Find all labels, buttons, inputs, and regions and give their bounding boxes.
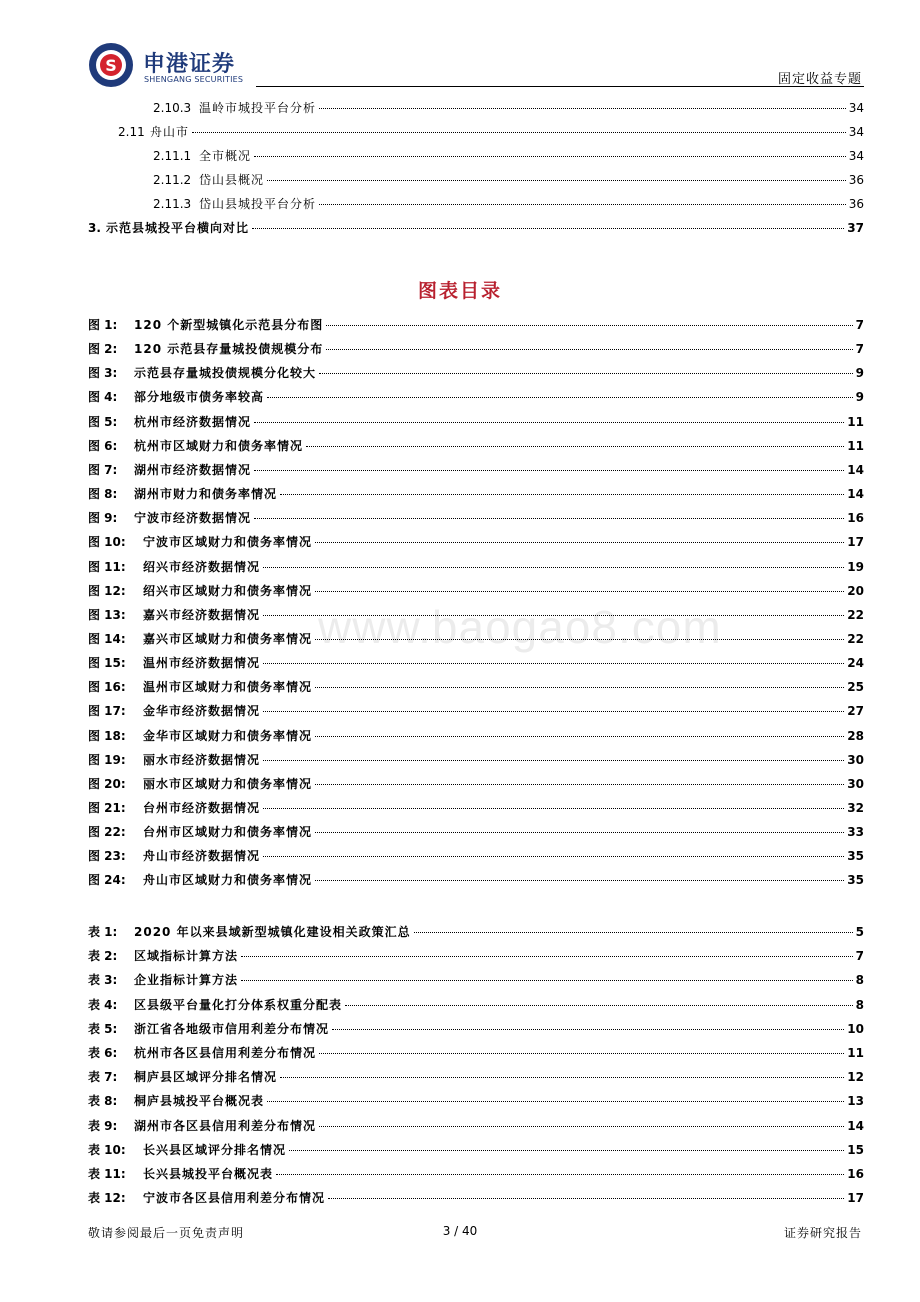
figure-entry-title: 金华市区域财力和债务率情况 (143, 728, 313, 743)
figure-entry-page-number: 33 (847, 825, 864, 840)
figure-entry-label: 图 20: (88, 776, 126, 791)
figure-entry[interactable] (88, 654, 864, 672)
dot-leader (241, 956, 853, 957)
table-entry-page-number: 8 (855, 997, 864, 1012)
dot-leader (254, 422, 844, 423)
figure-entry-label: 图 9: (88, 511, 118, 526)
figure-entry-label: 图 3: (88, 366, 118, 381)
figure-entry-page-number: 25 (847, 680, 864, 695)
dot-leader (315, 736, 844, 737)
figure-entry-label: 图 21: (88, 801, 126, 815)
figure-entry-label: 图 6: (88, 438, 118, 453)
figure-entry[interactable] (88, 871, 864, 889)
figure-entry[interactable] (88, 847, 864, 865)
figure-entry[interactable] (88, 509, 864, 527)
table-entry-label: 表 6: (88, 1046, 118, 1060)
figure-entry-label: 图 14: (88, 631, 126, 646)
dot-leader (315, 687, 844, 688)
figure-entry-label: 图 19: (88, 752, 126, 767)
figure-entry-title: 台州市经济数据情况 (143, 801, 261, 815)
toc-entry-page-number: 36 (848, 197, 864, 211)
dot-leader (192, 132, 846, 133)
figure-entry-label: 图 17: (88, 704, 126, 719)
figure-entry[interactable] (88, 533, 864, 551)
dot-leader (315, 832, 844, 833)
table-entry-page-number: 8 (855, 973, 864, 988)
figure-entry-title: 绍兴市经济数据情况 (143, 559, 261, 574)
figure-entry-page-number: 7 (855, 318, 864, 332)
dot-leader (315, 591, 844, 592)
report-category: 固定收益专题 (777, 72, 862, 87)
table-entry-label: 表 1: (88, 925, 118, 939)
table-entry-title: 长兴县城投平台概况表 (143, 1167, 274, 1181)
table-entry[interactable] (88, 1068, 864, 1086)
figure-entry[interactable] (88, 485, 864, 503)
toc-entry-page-number: 34 (848, 125, 864, 139)
figure-entry-label: 图 2: (88, 342, 118, 357)
figure-entry-title: 部分地级市债务率较高 (134, 390, 265, 405)
figure-entry-label: 图 18: (88, 728, 126, 743)
figure-entry-page-number: 7 (855, 342, 864, 357)
table-entry-page-number: 13 (847, 1094, 864, 1109)
dot-leader (326, 325, 852, 326)
footer-disclaimer: 敬请参阅最后一页免责声明 (88, 1226, 245, 1240)
table-entry-page-number: 17 (847, 1191, 864, 1206)
toc-entry[interactable] (153, 147, 864, 165)
figure-entry[interactable] (88, 388, 864, 406)
table-entry-title: 浙江省各地级市信用利差分布情况 (134, 1021, 330, 1036)
figure-entry-label: 图 22: (88, 825, 126, 840)
dot-leader (319, 1053, 844, 1054)
dot-leader (315, 880, 844, 881)
table-entry-label: 表 5: (88, 1021, 118, 1036)
figure-entry-label: 图 4: (88, 390, 118, 405)
figure-entry-title: 湖州市经济数据情况 (134, 462, 252, 477)
figure-entry-title: 舟山市区域财力和债务率情况 (143, 873, 313, 888)
figure-entry[interactable] (88, 751, 864, 769)
figure-entry-label: 图 24: (88, 873, 126, 888)
figure-entry-page-number: 11 (847, 438, 864, 453)
figure-entry-page-number: 28 (847, 728, 864, 743)
figure-entry-page-number: 27 (847, 704, 864, 719)
dot-leader (263, 567, 844, 568)
dot-leader (267, 397, 853, 398)
dot-leader (328, 1198, 844, 1199)
figure-entry-page-number: 22 (847, 607, 864, 622)
dot-leader (263, 663, 844, 664)
dot-leader (252, 228, 844, 229)
dot-leader (254, 470, 844, 471)
toc-entry[interactable] (88, 219, 864, 237)
logo-english-name: SHENGANG SECURITIES (144, 75, 244, 84)
table-entry-label: 表 12: (88, 1191, 126, 1206)
table-entry[interactable] (88, 1092, 864, 1110)
table-entry-page-number: 16 (847, 1167, 864, 1181)
page-number: 3 / 40 (442, 1224, 478, 1238)
figure-entry-page-number: 30 (847, 776, 864, 791)
figure-entry-page-number: 11 (847, 414, 864, 429)
table-entry-page-number: 7 (855, 949, 864, 964)
table-entry[interactable] (88, 971, 864, 989)
toc-entry-title: 岱山县概况 (199, 173, 265, 187)
dot-leader (241, 980, 853, 981)
figure-entry-label: 图 10: (88, 535, 126, 550)
table-entry-label: 表 9: (88, 1118, 118, 1133)
table-entry-title: 区县级平台量化打分体系权重分配表 (134, 997, 343, 1012)
figure-entry-title: 宁波市区域财力和债务率情况 (143, 535, 313, 550)
table-entry-page-number: 11 (847, 1046, 864, 1060)
toc-entry[interactable] (153, 195, 864, 213)
dot-leader (276, 1174, 844, 1175)
figure-entry-page-number: 30 (847, 752, 864, 767)
dot-leader (289, 1150, 844, 1151)
dot-leader (263, 808, 844, 809)
toc-entry-title: 岱山县城投平台分析 (199, 197, 317, 211)
figure-entry-label: 图 16: (88, 680, 126, 695)
figure-entry-page-number: 35 (847, 873, 864, 888)
dot-leader (326, 349, 852, 350)
figure-entry[interactable] (88, 437, 864, 455)
table-entry-label: 表 3: (88, 973, 118, 988)
table-entry[interactable] (88, 923, 864, 941)
table-entry-page-number: 15 (847, 1142, 864, 1157)
figure-entry-page-number: 22 (847, 631, 864, 646)
figure-entry[interactable] (88, 727, 864, 745)
table-entry[interactable] (88, 1141, 864, 1159)
dot-leader (254, 156, 846, 157)
svg-text:S: S (105, 56, 117, 75)
table-entry[interactable] (88, 1189, 864, 1207)
figure-entry-page-number: 32 (847, 801, 864, 815)
toc-entry-label: 2.11.2 (153, 173, 192, 187)
toc-entry-label: 2.11.3 (153, 197, 192, 211)
figure-entry-title: 金华市经济数据情况 (143, 704, 261, 719)
table-entry-page-number: 12 (847, 1070, 864, 1085)
figure-entry-page-number: 16 (847, 511, 864, 526)
figure-entry-title: 湖州市财力和债务率情况 (134, 487, 278, 502)
figure-entry[interactable] (88, 316, 864, 334)
figure-entry-title: 丽水市区域财力和债务率情况 (143, 776, 313, 791)
figure-entry-label: 图 12: (88, 583, 126, 598)
figure-entry-title: 嘉兴市经济数据情况 (143, 607, 261, 622)
toc-entry-title: 温岭市城投平台分析 (199, 101, 317, 115)
figure-entry[interactable] (88, 413, 864, 431)
toc-entry-title: 舟山市 (150, 125, 190, 139)
figure-entry-title: 丽水市经济数据情况 (143, 752, 261, 767)
figure-entry[interactable] (88, 340, 864, 358)
table-entry-title: 桐庐县城投平台概况表 (134, 1094, 265, 1109)
dot-leader (306, 446, 844, 447)
toc-entry-page-number: 34 (848, 101, 864, 115)
toc-entry-label: 2.11.1 (153, 149, 192, 163)
table-entry-title: 湖州市各区县信用利差分布情况 (134, 1118, 317, 1133)
figure-entry-page-number: 24 (847, 656, 864, 671)
toc-entry[interactable] (153, 99, 864, 117)
figure-entry-label: 图 15: (88, 656, 126, 671)
figure-entry-title: 120 个新型城镇化示范县分布图 (134, 318, 324, 332)
figure-entry-title: 120 示范县存量城投债规模分布 (134, 342, 324, 357)
figure-entry[interactable] (88, 558, 864, 576)
table-entry-title: 杭州市各区县信用利差分布情况 (134, 1046, 317, 1060)
figure-entry-page-number: 17 (847, 535, 864, 550)
dot-leader (267, 180, 846, 181)
figure-entry-page-number: 9 (855, 366, 864, 381)
dot-leader (319, 108, 846, 109)
dot-leader (319, 204, 846, 205)
figure-entry[interactable] (88, 582, 864, 600)
table-entry[interactable] (88, 996, 864, 1014)
figure-entry-label: 图 5: (88, 414, 118, 429)
figure-entry-title: 绍兴市区域财力和债务率情况 (143, 583, 313, 598)
dot-leader (263, 856, 844, 857)
figure-entry-title: 温州市区域财力和债务率情况 (143, 680, 313, 695)
toc-entry-label: 3. (88, 221, 101, 235)
figure-entry-label: 图 11: (88, 559, 126, 574)
figure-entry-title: 宁波市经济数据情况 (134, 511, 252, 526)
table-entry[interactable] (88, 1165, 864, 1183)
toc-entry[interactable] (118, 123, 864, 141)
table-entry[interactable] (88, 1044, 864, 1062)
table-entry-title: 区域指标计算方法 (134, 949, 239, 964)
toc-entry-page-number: 37 (847, 221, 864, 235)
dot-leader (280, 494, 844, 495)
logo-chinese-name: 申港证券 (143, 52, 236, 77)
figure-entry-label: 图 7: (88, 462, 118, 477)
dot-leader (345, 1005, 853, 1006)
figure-entry[interactable] (88, 461, 864, 479)
dot-leader (315, 784, 844, 785)
toc-entry-label: 2.11 (118, 125, 145, 139)
figure-entry-page-number: 14 (847, 487, 864, 502)
table-entry-label: 表 11: (88, 1167, 126, 1181)
figure-entry[interactable] (88, 702, 864, 720)
figure-entry-title: 台州市区域财力和债务率情况 (143, 825, 313, 840)
dot-leader (280, 1077, 844, 1078)
dot-leader (319, 1126, 844, 1127)
toc-entry-title: 全市概况 (199, 149, 252, 163)
figure-entry-page-number: 14 (847, 462, 864, 477)
figure-entry[interactable] (88, 823, 864, 841)
toc-entry-title: 示范县城投平台横向对比 (106, 221, 250, 235)
table-entry-label: 表 2: (88, 949, 118, 964)
watermark: www.baogao8.com (318, 601, 722, 653)
footer-doc-type: 证券研究报告 (783, 1226, 862, 1240)
dot-leader (263, 760, 844, 761)
dot-leader (267, 1101, 844, 1102)
table-entry-page-number: 14 (847, 1118, 864, 1133)
toc-entry[interactable] (153, 171, 864, 189)
figure-entry-title: 杭州市区域财力和债务率情况 (134, 438, 304, 453)
figure-entry-label: 图 23: (88, 849, 126, 864)
dot-leader (319, 373, 853, 374)
table-entry-title: 长兴县区域评分排名情况 (143, 1142, 287, 1157)
figure-entry-title: 温州市经济数据情况 (143, 656, 261, 671)
figure-entry[interactable] (88, 775, 864, 793)
figure-entry-label: 图 1: (88, 318, 118, 332)
table-entry-label: 表 7: (88, 1070, 118, 1085)
figures-section-title: 图表目录 (417, 280, 502, 302)
shengang-logo-icon (88, 42, 134, 88)
table-entry-label: 表 8: (88, 1094, 118, 1109)
header-divider (256, 86, 864, 87)
figure-entry[interactable] (88, 799, 864, 817)
table-entry[interactable] (88, 1117, 864, 1135)
figure-entry-page-number: 9 (855, 390, 864, 405)
figure-entry-page-number: 19 (847, 559, 864, 574)
dot-leader (263, 711, 844, 712)
table-entry-label: 表 10: (88, 1142, 126, 1157)
dot-leader (414, 932, 853, 933)
table-entry-label: 表 4: (88, 997, 118, 1012)
figure-entry-page-number: 20 (847, 583, 864, 598)
page-header (0, 0, 920, 95)
table-entry[interactable] (88, 947, 864, 965)
toc-entry-page-number: 36 (848, 173, 864, 187)
figure-entry-title: 舟山市经济数据情况 (143, 849, 261, 864)
figure-entry[interactable] (88, 364, 864, 382)
figure-entry-label: 图 8: (88, 487, 118, 502)
table-entry[interactable] (88, 1020, 864, 1038)
dot-leader (254, 518, 844, 519)
dot-leader (315, 542, 844, 543)
toc-entry-label: 2.10.3 (153, 101, 192, 115)
figure-entry-title: 示范县存量城投债规模分化较大 (134, 366, 317, 381)
toc-entry-page-number: 34 (848, 149, 864, 163)
table-entry-page-number: 5 (855, 925, 864, 939)
table-entry-page-number: 10 (847, 1021, 864, 1036)
table-entry-title: 宁波市各区县信用利差分布情况 (143, 1191, 326, 1206)
table-entry-title: 企业指标计算方法 (134, 973, 239, 988)
figure-entry[interactable] (88, 678, 864, 696)
table-entry-title: 桐庐县区域评分排名情况 (134, 1070, 278, 1085)
dot-leader (332, 1029, 844, 1030)
figure-entry-label: 图 13: (88, 607, 126, 622)
table-entry-title: 2020 年以来县域新型城镇化建设相关政策汇总 (134, 925, 411, 939)
figure-entry-title: 嘉兴市区域财力和债务率情况 (143, 631, 313, 646)
figure-entry-page-number: 35 (847, 849, 864, 864)
figure-entry-title: 杭州市经济数据情况 (134, 414, 252, 429)
